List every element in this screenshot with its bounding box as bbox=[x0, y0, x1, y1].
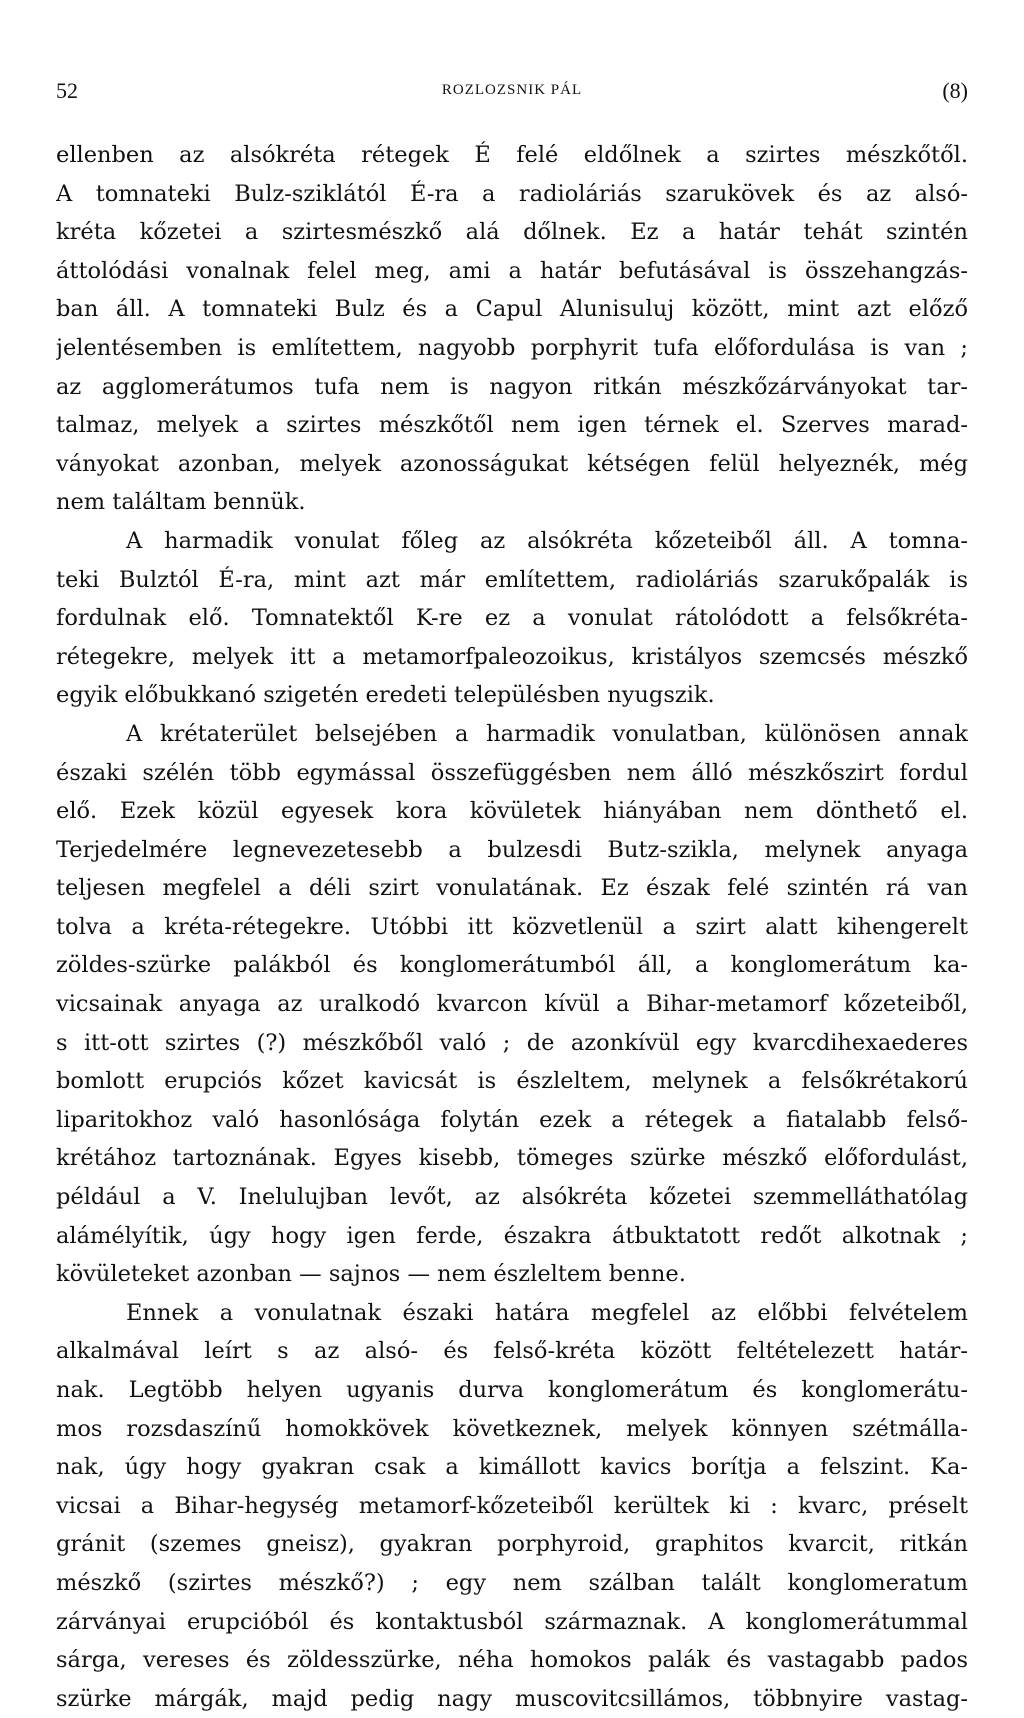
text-line: északi szélén több egymással összefüggésben nem álló mészkőszirt fordul bbox=[56, 759, 968, 786]
text-line: A tomnateki Bulz-sziklától É-ra a radioláriás szarukövek és az alsó- bbox=[56, 180, 968, 207]
text-line: kövületeket azonban — sajnos — nem észleltem benne. bbox=[56, 1261, 686, 1288]
text-line: A krétaterület belsejében a harmadik vonulatban, különösen annak bbox=[126, 720, 968, 747]
page-number: 52 bbox=[56, 78, 78, 103]
text-line: zöldes-szürke palákból és konglomerátumból áll, a konglomerátum ka- bbox=[56, 952, 968, 979]
text-line: szürke márgák, majd pedig nagy muscovitcsillámos, többnyire vastag- bbox=[56, 1685, 968, 1712]
text-line: vicsai a Bihar-hegység metamorf-kőzeteiből kerültek ki : kvarc, préselt bbox=[56, 1492, 968, 1519]
text-line: talmaz, melyek a szirtes mészkőtől nem igen térnek el. Szerves marad- bbox=[56, 412, 968, 439]
text-line: gránit (szemes gneisz), gyakran porphyroid, graphitos kvarcit, ritkán bbox=[56, 1531, 968, 1558]
text-line: nak. Legtöbb helyen ugyanis durva konglomerátum és konglomerátu- bbox=[56, 1377, 968, 1403]
text-line: alámélyítik, úgy hogy igen ferde, északra átbuktatott redőt alkotnak ; bbox=[56, 1222, 968, 1249]
text-line: nem találtam bennük. bbox=[56, 489, 306, 516]
text-line: vicsainak anyaga az uralkodó kvarcon kívül a Bihar-metamorf kőzeteiből, bbox=[56, 991, 968, 1018]
text-line: teki Bulztól É-ra, mint azt már említettem, radioláriás szarukőpalák is bbox=[56, 566, 968, 593]
text-line: sárga, vereses és zöldesszürke, néha homokos palák és vastagabb pados bbox=[56, 1647, 968, 1674]
text-line: Terjedelmére legnevezetesebb a bulzesdi Butz-szikla, melynek anyaga bbox=[56, 836, 968, 863]
text-line: például a V. Inelulujban levőt, az alsókréta kőzetei szemmelláthatólag bbox=[56, 1184, 968, 1211]
text-line: zárványai erupcióból és kontaktusból származnak. A konglomerátummal bbox=[56, 1608, 968, 1635]
text-line: ellenben az alsókréta rétegek É felé eldőlnek a szirtes mészkőtől. bbox=[56, 142, 968, 168]
text-line: mészkő (szirtes mészkő?) ; egy nem szálban talált konglomeratum bbox=[56, 1569, 968, 1596]
text-line: A harmadik vonulat főleg az alsókréta kőzeteiből áll. A tomna- bbox=[126, 527, 968, 554]
section-number: (8) bbox=[942, 78, 968, 103]
text-line: tolva a kréta-rétegekre. Utóbbi itt közvetlenül a szirt alatt kihengerelt bbox=[56, 913, 968, 940]
text-line: ványokat azonban, melyek azonosságukat kétségen felül helyeznék, még bbox=[56, 450, 968, 477]
text-line: liparitokhoz való hasonlósága folytán ezek a rétegek a fiatalabb felső- bbox=[56, 1106, 968, 1133]
text-line: áttolódási vonalnak felel meg, ami a határ befutásával is összehangzás- bbox=[56, 257, 968, 284]
text-line: teljesen megfelel a déli szirt vonulatának. Ez észak felé szintén rá van bbox=[56, 875, 968, 902]
text-line: az agglomerátumos tufa nem is nagyon ritkán mészkőzárványokat tar- bbox=[56, 373, 968, 400]
page-header bbox=[56, 78, 968, 106]
text-line: ban áll. A tomnateki Bulz és a Capul Alunisuluj között, mint azt előző bbox=[56, 296, 968, 323]
text-line: jelentésemben is említettem, nagyobb porphyrit tufa előfordulása is van ; bbox=[56, 334, 968, 361]
text-line: s itt-ott szirtes (?) mészkőből való ; de azonkívül egy kvarcdihexaederes bbox=[56, 1029, 968, 1056]
text-line: rétegekre, melyek itt a metamorfpaleozoikus, kristályos szemcsés mészkő bbox=[56, 643, 968, 670]
text-line: egyik előbukkanó szigetén eredeti településben nyugszik. bbox=[56, 682, 715, 709]
text-line: kréta kőzetei a szirtesmészkő alá dőlnek. Ez a határ tehát szintén bbox=[56, 219, 968, 246]
running-title: ROZLOZSNIK PÁL bbox=[441, 82, 583, 98]
text-line: Ennek a vonulatnak északi határa megfelel az előbbi felvételem bbox=[126, 1299, 968, 1326]
text-line: fordulnak elő. Tomnatektől K-re ez a vonulat rátolódott a felsőkréta- bbox=[56, 605, 968, 632]
body-text bbox=[56, 136, 968, 1718]
text-line: krétához tartoznának. Egyes kisebb, tömeges szürke mészkő előfordulást, bbox=[56, 1145, 968, 1172]
text-line: nak, úgy hogy gyakran csak a kimállott kavics borítja a felszint. Ka- bbox=[56, 1454, 968, 1481]
text-line: alkalmával leírt s az alsó- és felső-kréta között feltételezett határ- bbox=[56, 1338, 968, 1365]
text-line: mos rozsdaszínű homokkövek következnek, melyek könnyen szétmálla- bbox=[56, 1415, 968, 1442]
text-line: elő. Ezek közül egyesek kora kövületek hiányában nem dönthető el. bbox=[56, 798, 968, 825]
text-line: bomlott erupciós kőzet kavicsát is észleltem, melynek a felsőkrétakorú bbox=[56, 1068, 968, 1095]
